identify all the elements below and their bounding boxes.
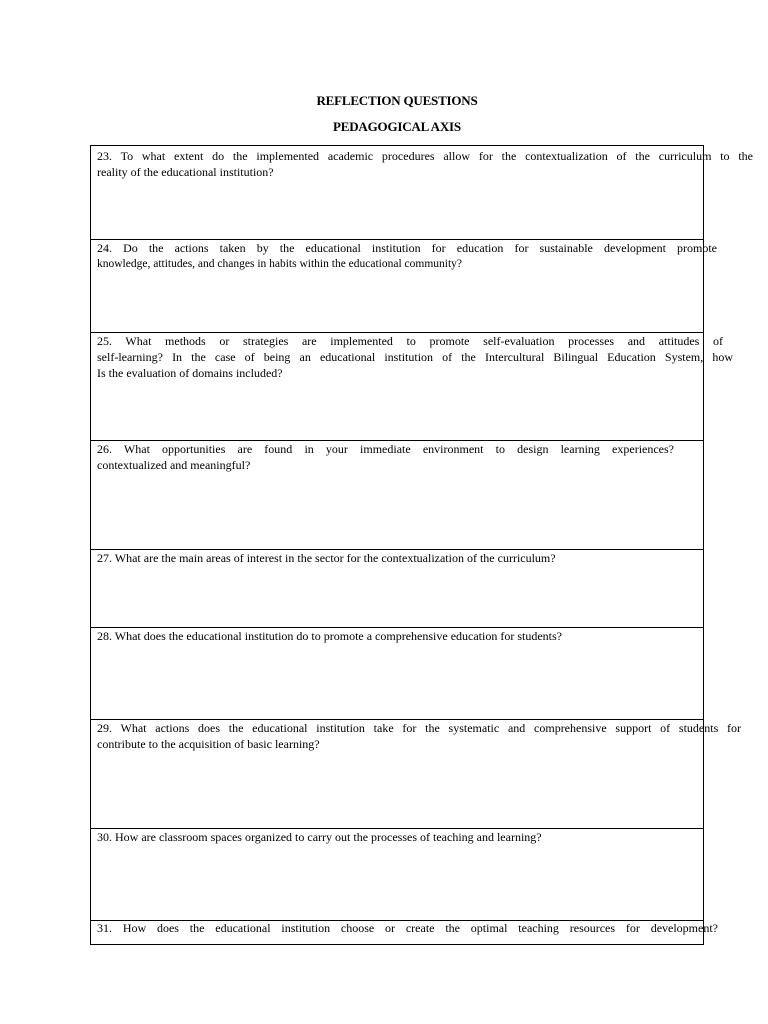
question-text-28 bbox=[97, 628, 697, 644]
question-24-line-2: knowledge, attitudes, and changes in habits within the educational community? bbox=[97, 258, 463, 270]
questions-table bbox=[90, 145, 753, 945]
question-text-30 bbox=[97, 829, 697, 845]
question-row-30 bbox=[91, 829, 703, 921]
question-24-line-1: 24. Do the actions taken by the educational institution for education for sustainable development promote bbox=[97, 241, 717, 255]
question-row-26 bbox=[91, 441, 703, 550]
question-row-23 bbox=[91, 146, 753, 240]
question-text-29 bbox=[97, 720, 741, 752]
section-subtitle: PEDAGOGICAL AXIS bbox=[333, 119, 461, 134]
question-text-25 bbox=[97, 333, 733, 381]
question-row-24 bbox=[91, 240, 717, 333]
question-text-23 bbox=[97, 148, 753, 180]
question-text-27 bbox=[97, 550, 697, 566]
question-31-line-1: 31. How does the educational institution choose or create the optimal teaching resources for development? bbox=[97, 921, 718, 935]
question-30-line-1: 30. How are classroom spaces organized to carry out the processes of teaching and learning? bbox=[97, 830, 542, 844]
question-28-line-1: 28. What does the educational institution do to promote a comprehensive education for students? bbox=[97, 629, 562, 643]
question-23-line-2: reality of the educational institution? bbox=[97, 165, 274, 179]
page-title: REFLECTION QUESTIONS bbox=[316, 93, 478, 108]
question-row-25 bbox=[91, 333, 733, 441]
question-row-28 bbox=[91, 628, 703, 720]
question-row-27 bbox=[91, 550, 703, 628]
question-25-line-2: self-learning? In the case of being an educational institution of the Intercultural Bilingual Education System, how bbox=[97, 350, 733, 364]
question-25-line-3: Is the evaluation of domains included? bbox=[97, 366, 283, 380]
question-29-line-1: 29. What actions does the educational institution take for the systematic and comprehensive support of students for bbox=[97, 721, 741, 735]
question-26-line-1: 26. What opportunities are found in your immediate environment to design learning experiences? bbox=[97, 442, 674, 456]
question-29-line-2: contribute to the acquisition of basic learning? bbox=[97, 737, 320, 751]
question-row-29 bbox=[91, 720, 741, 829]
question-26-line-2: contextualized and meaningful? bbox=[97, 458, 251, 472]
question-row-31 bbox=[91, 921, 718, 944]
question-27-line-1: 27. What are the main areas of interest in the sector for the contextualization of the curriculum? bbox=[97, 551, 556, 565]
question-23-line-1: 23. To what extent do the implemented academic procedures allow for the contextualization of the curriculum to the bbox=[97, 149, 753, 163]
question-text-26 bbox=[97, 441, 674, 473]
question-25-line-1: 25. What methods or strategies are implemented to promote self-evaluation processes and attitudes of bbox=[97, 334, 723, 348]
question-text-31 bbox=[97, 920, 718, 936]
question-text-24 bbox=[97, 240, 717, 272]
